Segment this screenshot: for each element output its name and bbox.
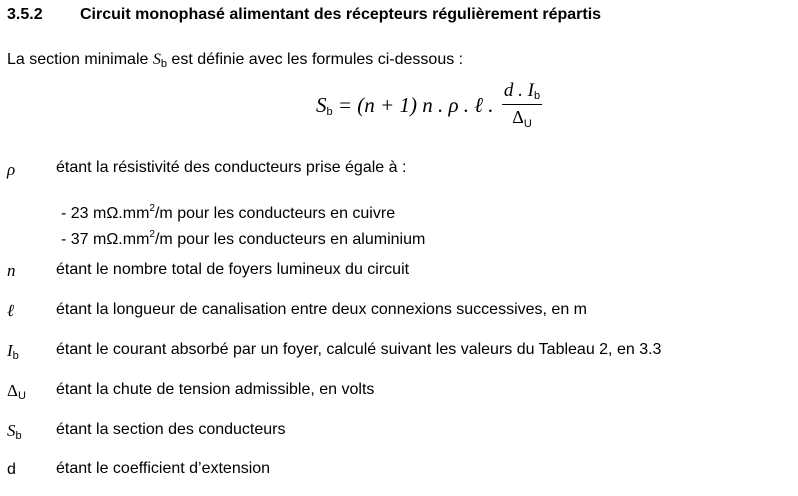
def-du-text: étant la chute de tension admissible, en volts [56, 381, 375, 398]
intro-text-before: La section minimale [7, 51, 153, 68]
def-d-text: étant le coefficient d’extension [56, 460, 271, 477]
def-ell-symbol: ℓ [7, 301, 15, 320]
fraction-bar [502, 104, 542, 105]
rho-bullet-aluminium [61, 224, 425, 250]
def-d-symbol: d [7, 461, 16, 478]
def-n-text: étant le nombre total de foyers lumineux du circuit [56, 261, 410, 278]
bullet-text: /m pour les conducteurs en aluminium [154, 231, 426, 248]
formula-numerator-sub: b [533, 90, 541, 102]
intro-paragraph [7, 51, 463, 70]
formula-denominator [502, 107, 542, 130]
bullet-text: /m pour les conducteurs en cuivre [154, 205, 396, 222]
def-du-symbol [7, 381, 26, 402]
formula-fraction [502, 80, 542, 130]
formula-numerator [502, 80, 542, 102]
section-title: Circuit monophasé alimentant des récepteurs régulièrement répartis [80, 6, 602, 23]
def-sb-symbol [7, 421, 22, 442]
intro-symbol: S [152, 51, 161, 68]
formula-numerator-text: d . I [503, 80, 534, 101]
def-ell-text: étant la longueur de canalisation entre deux connexions successives, en m [56, 301, 587, 318]
formula-lhs-sub: b [326, 106, 333, 118]
bullet-sup: 2 [149, 203, 155, 214]
def-ib-sub: b [12, 350, 19, 362]
intro-text-after: est définie avec les formules ci-dessous : [166, 51, 464, 68]
def-n-symbol: n [7, 261, 16, 280]
def-ib-symbol [7, 341, 19, 362]
def-rho-symbol: ρ [7, 160, 16, 179]
def-sb-text: étant la section des conducteurs [56, 421, 286, 438]
formula-denominator-sub: U [523, 118, 532, 130]
section-number: 3.5.2 [7, 6, 43, 23]
formula-rhs: = (n + 1) n . ρ . ℓ . [332, 93, 494, 117]
def-ib-text: étant le courant absorbé par un foyer, calculé suivant les valeurs du Tableau 2, en 3.3 [56, 341, 662, 358]
bullet-sup: 2 [149, 229, 155, 240]
section-heading [7, 6, 601, 24]
formula-lhs-symbol: S [316, 93, 327, 117]
def-ib-letter: I [7, 341, 13, 360]
bullet-text: - 23 mΩ.mm [61, 205, 150, 222]
intro-symbol-sub: b [160, 58, 167, 70]
formula-lhs [316, 93, 494, 118]
rho-bullet-copper [61, 198, 425, 224]
bullet-text: - 37 mΩ.mm [61, 231, 150, 248]
def-du-sub: U [17, 390, 26, 402]
def-sb-sub: b [15, 430, 22, 442]
def-rho-text: étant la résistivité des conducteurs prise égale à : [56, 159, 407, 176]
formula-denominator-text: Δ [512, 107, 524, 127]
rho-bullet-list [61, 198, 425, 250]
def-sb-letter: S [7, 421, 16, 440]
def-du-letter: Δ [7, 381, 18, 400]
